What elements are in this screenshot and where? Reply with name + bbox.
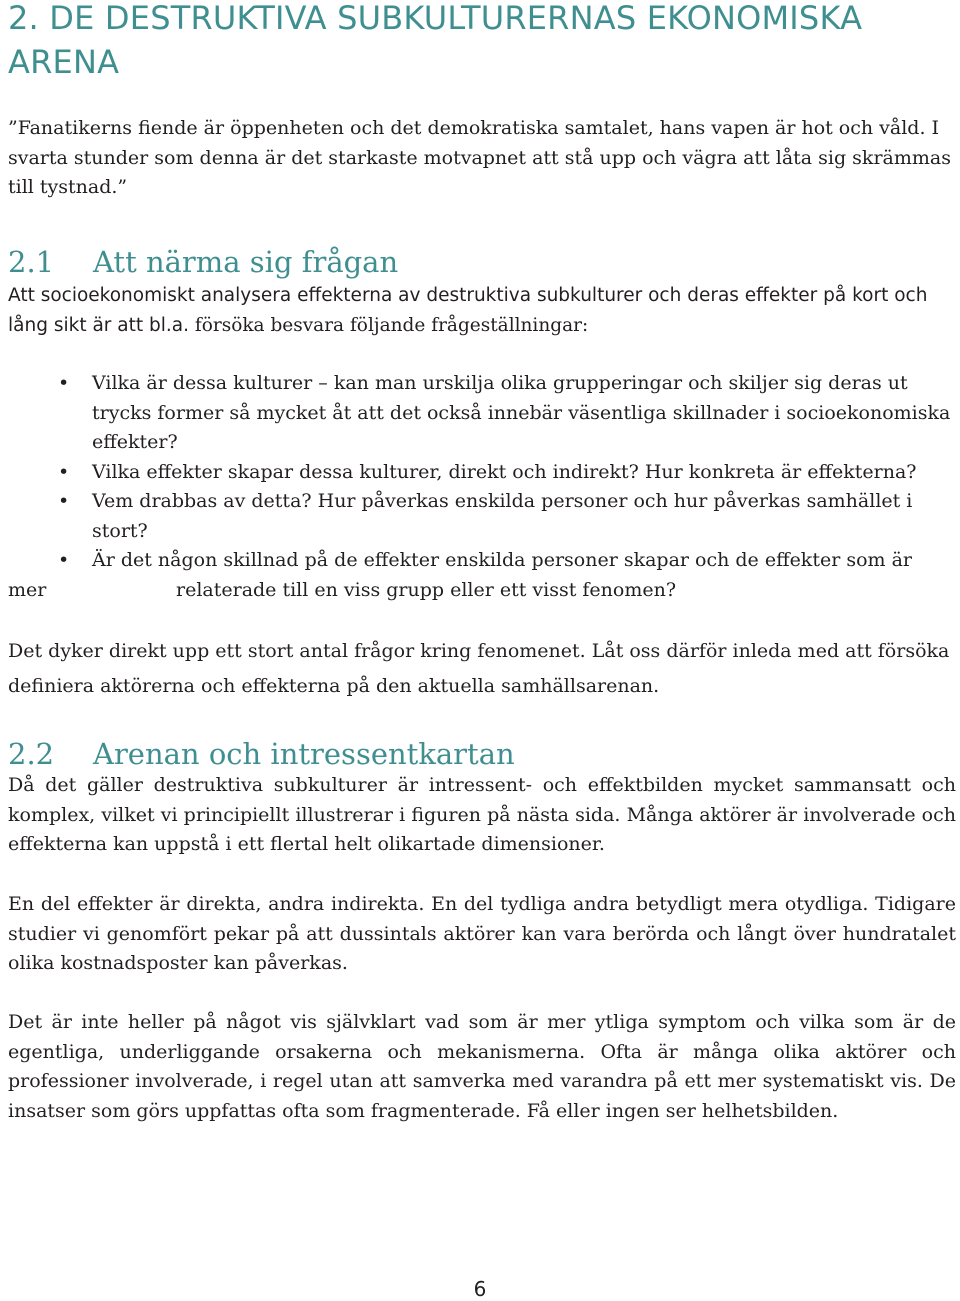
list-item — [8, 458, 953, 488]
section-2-1-intro — [8, 281, 948, 340]
section-2-2-paragraph: Det är inte heller på något vis självklart vad som är mer ytliga symptom och vilka som är de egentliga, underliggande orsakerna och mekanismerna. Ofta är många olika aktörer och professioner involverade, i regel utan att samverka med varandra på ett mer systematiskt vis. De insatser som görs uppfattas ofta som fragmenterade. Få eller ingen ser helhetsbilden. — [8, 1011, 956, 1122]
list-item — [8, 546, 953, 576]
question-list — [8, 369, 953, 576]
continuation-text: relaterade till en viss grupp eller ett visst fenomen? — [176, 579, 677, 601]
intro-sans-text: Att socioekonomiskt analysera effekterna av destruktiva subkulturer och deras effekter på kort och lång sikt är att bl.a. — [8, 285, 928, 336]
list-item-text: Vilka effekter skapar dessa kulturer, direkt och indirekt? Hur konkreta är effekterna? — [92, 460, 917, 483]
list-item — [8, 369, 953, 458]
list-item-text: Vilka är dessa kulturer – kan man urskilja olika grupperingar och skiljer sig deras ut trycks former så mycket åt att det också innebär väsentliga skillnader i socioekonomiska effekter? — [92, 372, 951, 453]
section-2-2-paragraph: En del effekter är direkta, andra indirekta. En del tydliga andra betydligt mera otydliga. Tidigare studier vi genomfört pekar på att dussintals aktörer kan vara berörda och långt över hundratalet olika kostnadsposter kan påverkas. — [8, 893, 956, 974]
section-title: Arenan och intressentkartan — [93, 737, 515, 771]
bullet: • — [58, 460, 70, 483]
section-2-1-heading — [8, 244, 948, 280]
section-2-1-paragraph: Det dyker direkt upp ett stort antal frågor kring fenomenet. Låt oss därför inleda med att försöka definiera aktörerna och effekterna på den aktuella samhällsarenan. — [8, 640, 950, 697]
section-2-2-heading — [8, 736, 948, 772]
section-number: 2.2 — [8, 737, 55, 771]
list-item — [8, 487, 953, 546]
section-number: 2.1 — [8, 245, 55, 279]
list-item-text: Är det någon skillnad på de effekter enskilda personer skapar och de effekter som är — [92, 549, 912, 571]
quote: ”Fanatikerns fiende är öppenheten och det demokratiska samtalet, hans vapen är hot och våld. I svarta stunder som denna är det starkaste motvapnet att stå upp och vägra att låta sig skrämmas till tystnad.” — [8, 117, 951, 198]
bullet: • — [58, 372, 70, 394]
section-title: Att närma sig frågan — [93, 245, 399, 279]
continuation-prefix: mer — [8, 579, 47, 601]
intro-serif-text: försöka besvara följande frågeställningar: — [188, 314, 589, 336]
bullet: • — [58, 549, 70, 571]
page-number: 6 — [473, 1277, 487, 1301]
chapter-heading: 2. DE DESTRUKTIVA SUBKULTURERNAS EKONOMISKA ARENA — [8, 0, 863, 81]
question-list-continuation — [8, 576, 948, 606]
bullet: • — [58, 490, 70, 512]
section-2-2-paragraph: Då det gäller destruktiva subkulturer är intressent- och effektbilden mycket sammansatt och komplex, vilket vi principiellt illustrerar i figuren på nästa sida. Många aktörer är involverade och effekterna kan uppstå i ett flertal helt olikartade dimensioner. — [8, 774, 956, 855]
list-item-text: Vem drabbas av detta? Hur påverkas enskilda personer och hur påverkas samhället i stort? — [92, 490, 913, 542]
